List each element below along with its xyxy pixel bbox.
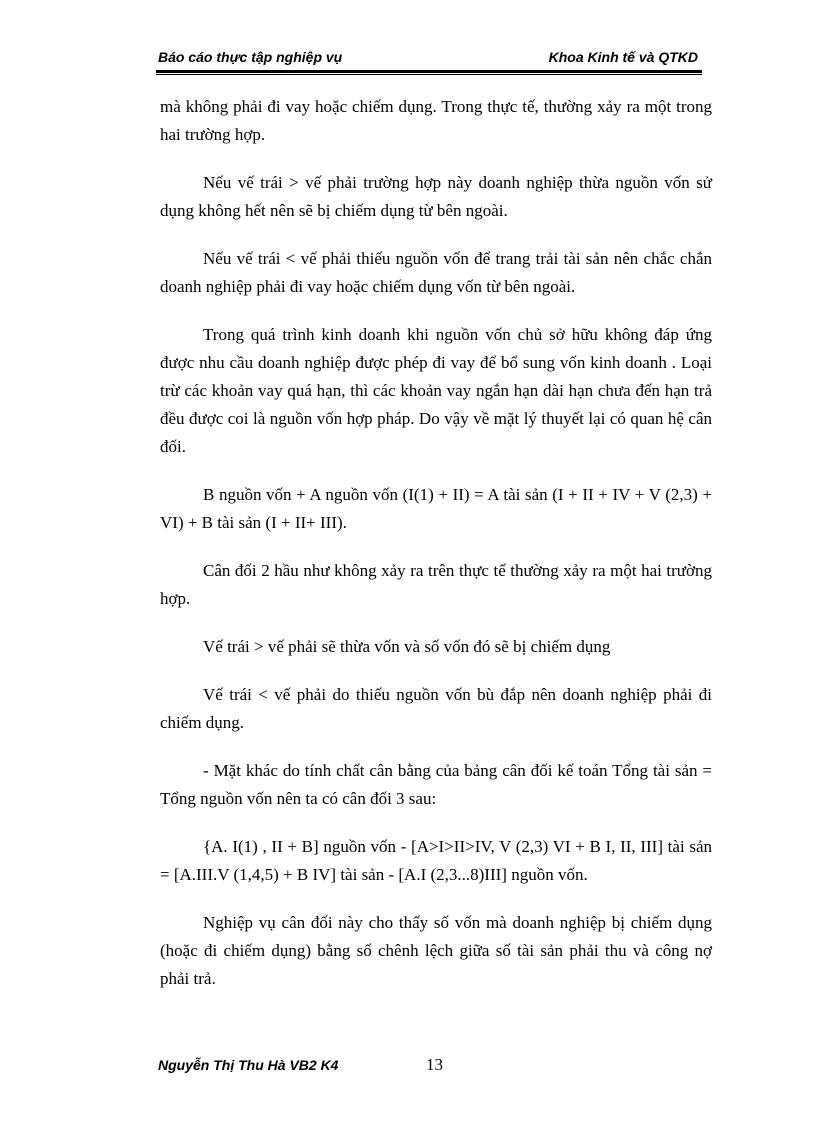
header-faculty: Khoa Kinh tế và QTKD [548,49,698,65]
page-number: 13 [426,1055,443,1074]
paragraph-business-process: Trong quá trình kinh doanh khi nguồn vốn chủ sở hữu không đáp ứng được nhu cầu doanh nghiệp được phép đi vay để bổ sung vốn kinh doanh . Loại trừ các khoản vay quá hạn, thì các khoản vay ngắn hạn dài hạn chưa đến hạn trả đều được coi là nguồn vốn hợp pháp. Do vậy về mặt lý thuyết lại có quan hệ cân đối. [160,325,712,456]
paragraph-balance-2-note: Cân đối 2 hầu như không xảy ra trên thực tế thường xảy ra một hai trường hợp. [160,561,712,608]
header-rule-thin [156,74,702,75]
footer-author: Nguyễn Thị Thu Hà VB2 K4 [158,1057,339,1073]
paragraph-balance-formula-2: B nguồn vốn + A nguồn vốn (I(1) + II) = A tài sản (I + II + IV + V (2,3) + VI) + B tài sản (I + II+ III). [160,485,712,532]
paragraph-deficit: Vế trái < vế phải do thiếu nguồn vốn bù đắp nên doanh nghiệp phải đi chiếm dụng. [160,685,712,732]
header-rule [156,70,702,73]
page-header [158,46,698,72]
paragraph-left-less: Nếu vế trái < vế phải thiếu nguồn vốn để trang trải tài sản nên chắc chắn doanh nghiệp phải đi vay hoặc chiếm dụng vốn từ bên ngoài. [160,249,712,296]
page-footer [158,1055,558,1079]
paragraph-conclusion: Nghiệp vụ cân đối này cho thấy số vốn mà doanh nghiệp bị chiếm dụng (hoặc đi chiếm dụng) bằng số chênh lệch giữa số tài sản phải thu và công nợ phải trả. [160,913,712,988]
paragraph-continuation: mà không phải đi vay hoặc chiếm dụng. Trong thực tế, thường xảy ra một trong hai trường hợp. [160,97,712,144]
paragraph-balance-formula-3: {A. I(1) , II + B] nguồn vốn - [A>I>II>IV, V (2,3) VI + B I, II, III] tài sản = [A.III.V (1,4,5) + B IV] tài sản - [A.I (2,3...8)III] nguồn vốn. [160,837,712,884]
header-report-title: Báo cáo thực tập nghiệp vụ [158,49,343,65]
paragraph-left-greater: Nếu vế trái > vế phải trường hợp này doanh nghiệp thừa nguồn vốn sử dụng không hết nên sẽ bị chiếm dụng từ bên ngoài. [160,173,712,220]
body-text [160,93,712,1013]
paragraph-surplus: Vế trái > vế phải sẽ thừa vốn và số vốn đó sẽ bị chiếm dụng [203,637,611,656]
paragraph-balance-3-intro: - Mặt khác do tính chất cân bằng của bảng cân đối kế toán Tổng tài sản = Tổng nguồn vốn nên ta có cân đối 3 sau: [160,761,712,808]
